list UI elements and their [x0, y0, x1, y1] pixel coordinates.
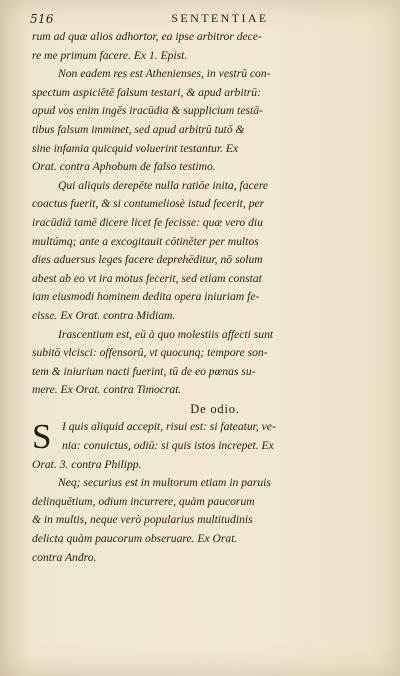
- dropcap-paragraph: [32, 418, 380, 455]
- text-line: dies aduersus leges facere deprehēditur, nō solum: [32, 253, 263, 267]
- text-line: multúmq; ante a excogitauit cōtinēter per multos: [32, 234, 259, 248]
- text-line: iam eiusmodi hominem dedita opera iniuriam fe-: [32, 290, 260, 304]
- page-number: 516: [30, 12, 54, 26]
- running-head: SENTENTIAE: [171, 11, 269, 25]
- text-line: tem & iniurium nacti fuerint, tū de eo pœnas su-: [32, 364, 256, 378]
- text-line: Neq; securius est in multorum etiam in paruis: [58, 476, 271, 490]
- text-line: I quis aliquid accepit, risui est: si fateatur, ve-: [62, 420, 276, 434]
- body-text: [32, 28, 380, 567]
- text-line: mere. Ex Orat. contra Timocrat.: [32, 383, 182, 397]
- text-line: spectum aspiciētē falsum testari, & apud arbitrū:: [32, 85, 261, 99]
- text-line: subitō vlcisci: offensorū, vt quocunq; tempore son-: [32, 346, 268, 360]
- text-line: delicta quàm paucorum obseruare. Ex Orat.: [32, 532, 238, 546]
- text-line: cisse. Ex Orat. contra Midiam.: [32, 308, 176, 322]
- text-line: Non eadem res est Athenienses, in vestrū con-: [58, 67, 271, 81]
- text-line: nia: conuictus, odiū: si quis istos increpet. Ex: [62, 439, 274, 453]
- text-line: abest ab eo vt ira motus fecerit, sed etiam constat: [32, 271, 262, 285]
- text-line: apud vos enim ingēs iracūdia & supplicium testā-: [32, 104, 263, 118]
- section-heading: De odio.: [190, 401, 240, 416]
- text-line: sine infamia quicquid voluerint testantur. Ex: [32, 141, 239, 155]
- text-line: Irascentium est, eū à quo molestiis affecti sunt: [58, 327, 274, 341]
- drop-cap: S: [32, 417, 52, 457]
- text-line: coactus fuerit, & si contumeliosè istud fecerit, per: [32, 197, 265, 211]
- text-line: re me primum facere. Ex 1. Epist.: [32, 48, 188, 62]
- text-line: delinquētium, odium incurrere, quàm paucorum: [32, 494, 255, 508]
- text-line: tibus falsum imminet, sed apud arbitrū tutō &: [32, 122, 245, 136]
- text-line: rum ad quæ alios adhortor, ea ipse arbitror dece-: [32, 30, 262, 43]
- text-line: Qui aliquis derepēte nulla ratiōe inita, facere: [58, 178, 269, 192]
- text-line: iracūdiā tamē dicere licet fe fecisse: quæ vero diu: [32, 215, 263, 229]
- text-line: Orat. contra Aphobum de falso testimo.: [32, 160, 216, 174]
- text-line: & in multis, neque verò popularius multitudinis: [32, 513, 253, 527]
- text-line: Orat. 3. contra Philipp.: [32, 457, 142, 471]
- text-line: contra Andro.: [32, 550, 97, 564]
